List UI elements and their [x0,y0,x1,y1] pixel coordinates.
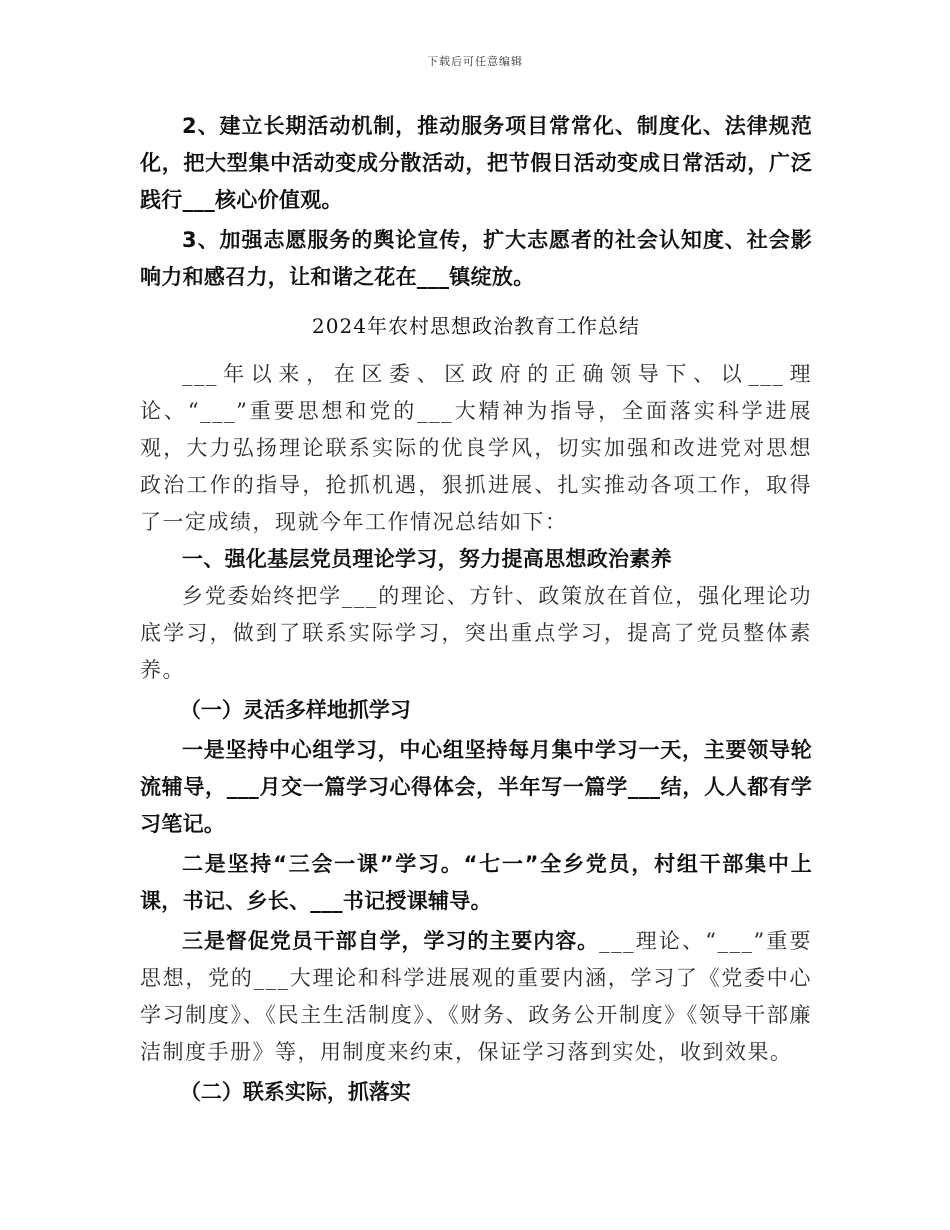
subsection-heading-2: （二）联系实际，抓落实 [179,1080,411,1104]
paragraph-item-1: 一是坚持中心组学习，中心组坚持每月集中学习一天，主要领导轮流辅导，___月交一篇学习心得体会，半年写一篇学___结，人人都有学习笔记。 [140,738,812,836]
subsection-heading-1: （一）灵活多样地抓学习 [179,698,411,722]
document-body [140,108,812,1111]
item-3-rest: ___理论、“___”重要思想，党的___大理论和科学进展观的重要内涵，学习了《党委中心学习制度》、《民主生活制度》、《财务、政务公开制度》《领导干部廉洁制度手册》等，用制度来约束，保证学习落到实处，收到效果。 [140,929,812,1064]
paragraph-measure-2: 2、建立长期活动机制，推动服务项目常常化、制度化、法律规范化，把大型集中活动变成分散活动，把节假日活动变成日常活动，广泛践行___核心价值观。 [140,114,812,212]
document-title: 2024年农村思想政治教育工作总结 [312,314,640,338]
paragraph-section-1: 乡党委始终把学___的理论、方针、政策放在首位，强化理论功底学习，做到了联系实际学习，突出重点学习，提高了党员整体素养。 [140,584,812,682]
paragraph-measure-3: 3、加强志愿服务的舆论宣传，扩大志愿者的社会认知度、社会影响力和感召力，让和谐之花在___镇绽放。 [140,228,812,289]
item-3-lead: 三是督促党员干部自学，学习的主要内容。 [182,929,600,953]
section-heading-1: 一、强化基层党员理论学习，努力提高思想政治素养 [182,547,672,571]
paragraph-item-3 [140,923,812,1071]
page-header-note: 下载后可任意编辑 [427,55,523,68]
paragraph-item-2: 二是坚持“三会一课”学习。“七一”全乡党员，村组干部集中上课，书记、乡长、___书记授课辅导。 [140,852,812,913]
paragraph-intro: ___年以来，在区委、区政府的正确领导下、以___理论、“___”重要思想和党的___大精神为指导，全面落实科学进展观，大力弘扬理论联系实际的优良学风，切实加强和改进党对思想政治工作的指导，抢抓机遇，狠抓进展、扎实推动各项工作，取得了一定成绩，现就今年工作情况总结如下： [140,362,812,534]
